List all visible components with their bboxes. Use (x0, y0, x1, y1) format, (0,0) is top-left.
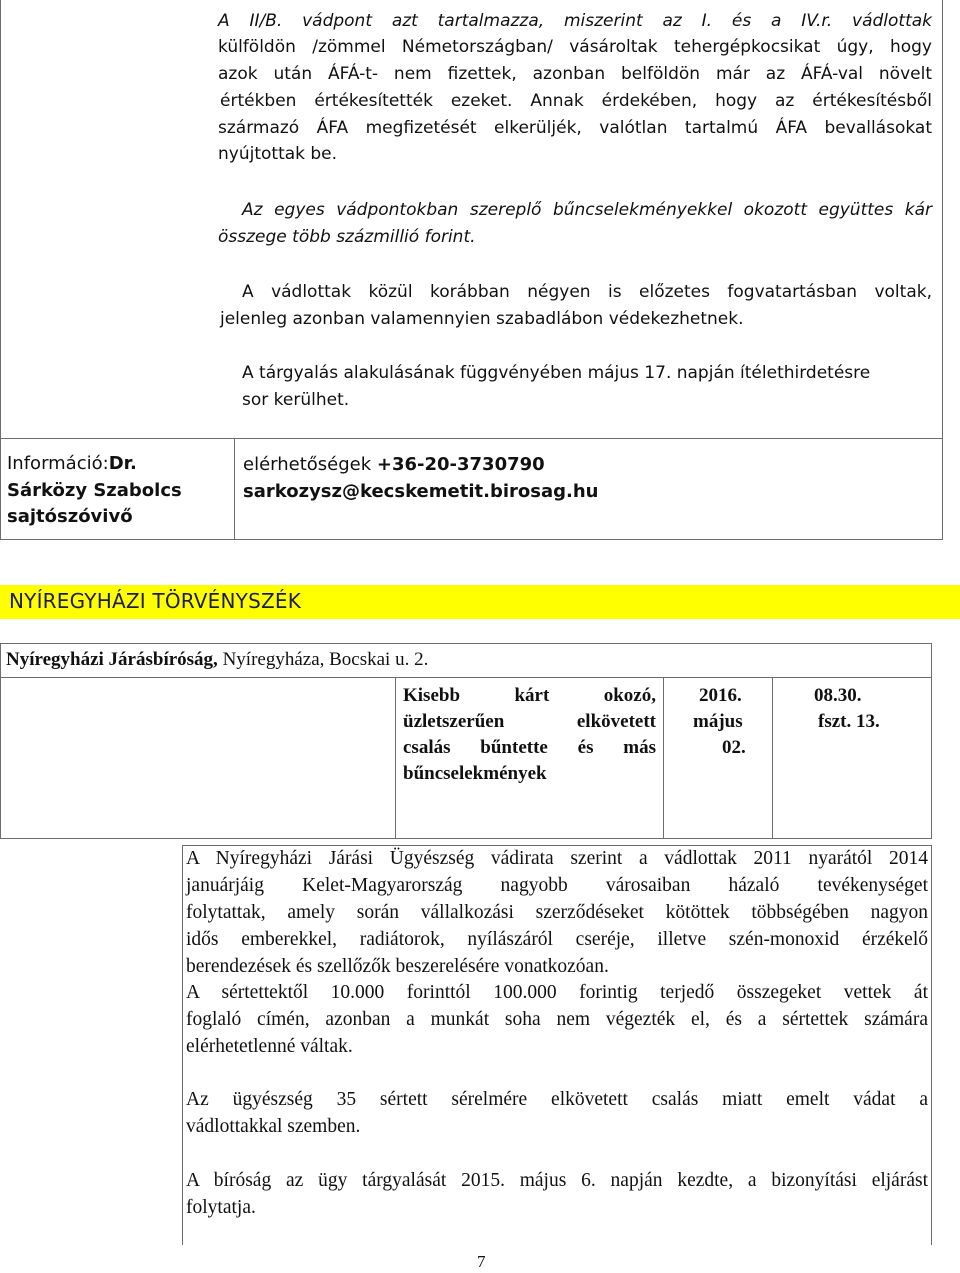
upper-table-row-divider (0, 438, 943, 439)
description-line-1: A Nyíregyházi Járási Ügyészség vádirata szerint a vádlottak 2011 nyarától 2014 (186, 848, 928, 869)
spokesperson-role: sajtószóvivő (7, 506, 133, 527)
info-label: Információ: (7, 453, 109, 474)
date-month: május (693, 711, 743, 732)
reach-label: elérhetőségek (243, 454, 377, 475)
indictment-count-line-2: vádlottakkal szemben. (186, 1116, 361, 1137)
description-right-border (931, 845, 932, 1245)
lower-table-left-border (0, 643, 1, 839)
description-line-4: idős emberekkel, radiátorok, nyílászáról cseréje, illetve szén-monoxid érzékelő (186, 929, 928, 950)
victims-line-3: elérhetetlenné váltak. (186, 1036, 353, 1057)
lower-table-divider-2 (663, 677, 664, 839)
hearing-room: fszt. 13. (818, 711, 880, 732)
damage-line-2: összege több százmillió forint. (218, 227, 476, 247)
charge-line-2: üzletszerűen elkövetett (403, 711, 656, 732)
venue-bottom-border (0, 677, 931, 678)
indictment-line-6: nyújtottak be. (218, 144, 338, 164)
info-cell (7, 451, 182, 531)
venue-name: Nyíregyházi Járásbíróság, (6, 649, 218, 670)
date-day: 02. (722, 737, 746, 758)
indictment-line-4: értékben értékesítették ezeket. Annak érdekében, hogy az értékesítésből (220, 91, 932, 111)
upper-table-right-border (942, 0, 943, 540)
case-row-bottom-border (0, 838, 931, 839)
date-year: 2016. (699, 685, 742, 706)
trial-status-line-1: A bíróság az ügy tárgyalását 2015. május 6. napján kezdte, a bizonyítási eljárást (186, 1170, 928, 1191)
page-number: 7 (477, 1252, 486, 1271)
lower-table-divider-3 (772, 677, 773, 839)
venue-address: Nyíregyháza, Bocskai u. 2. (217, 649, 429, 670)
spokesperson-name: Sárközy Szabolcs (7, 479, 182, 501)
charge-line-4: bűncselekmények (403, 763, 547, 784)
description-line-3: folytattak, amely során vállalkozási szerződéseket kötöttek többségében nagyon (186, 902, 928, 923)
upper-table-left-border (0, 0, 1, 540)
court-banner (0, 585, 960, 619)
charge-line-3: csalás bűntette és más (403, 737, 656, 758)
upper-table-bottom-border (0, 539, 943, 540)
custody-line-1: A vádlottak közül korábban négyen is előzetes fogvatartásban voltak, (242, 282, 932, 302)
venue-top-border (0, 643, 931, 644)
description-line-2: januárjáig Kelet-Magyarország nagyobb városaiban házaló tevékenységet (186, 875, 928, 896)
indictment-line-2: külföldön /zömmel Németországban/ vásároltak tehergépkocsikat úgy, hogy (218, 37, 932, 57)
contact-cell (243, 451, 598, 505)
damage-line-1: Az egyes vádpontokban szereplő bűncselekményekkel okozott együttes kár (242, 200, 932, 220)
upper-case-text-area (218, 0, 942, 438)
indictment-line-1: A II/B. vádpont azt tartalmazza, miszerint az I. és a IV.r. vádlottak (218, 11, 932, 31)
court-banner-title: NYÍREGYHÁZI TÖRVÉNYSZÉK (9, 589, 302, 613)
lower-table-right-border (931, 643, 932, 839)
indictment-line-5: származó ÁFA megfizetését elkerüljék, valótlan tartalmú ÁFA bevallásokat (218, 118, 932, 138)
verdict-line-1: A tárgyalás alakulásának függvényében május 17. napján ítélethirdetésre (242, 363, 871, 383)
victims-line-2: foglaló címén, azonban a munkát soha nem végezték el, és a sértettek számára (186, 1009, 928, 1030)
spokesperson-title: Dr. (108, 453, 137, 474)
charge-line-1: Kisebb kárt okozó, (403, 685, 656, 706)
indictment-line-3: azok után ÁFÁ-t- nem fizettek, azonban belföldön már az ÁFÁ-val növelt (218, 64, 932, 84)
trial-status-line-2: folytatja. (186, 1197, 256, 1218)
email-address: sarkozysz@kecskemetit.birosag.hu (243, 481, 599, 502)
upper-table-column-divider (234, 438, 235, 540)
description-line-5: berendezések és szellőzők beszerelésére vonatkozóan. (186, 956, 609, 977)
hearing-time: 08.30. (814, 685, 862, 706)
custody-line-2: jelenleg azonban valamennyien szabadlábon védekezhetnek. (220, 309, 744, 329)
verdict-line-2: sor kerülhet. (242, 390, 350, 410)
victims-line-1: A sértettektől 10.000 forinttól 100.000 forintig terjedő összegeket vettek át (186, 982, 928, 1003)
venue-row (6, 647, 428, 674)
description-left-border (182, 845, 183, 1245)
indictment-count-line-1: Az ügyészség 35 sértett sérelmére elkövetett csalás miatt emelt vádat a (186, 1089, 928, 1110)
lower-table-divider-1 (395, 677, 396, 839)
phone-number: +36-20-3730790 (376, 454, 545, 475)
